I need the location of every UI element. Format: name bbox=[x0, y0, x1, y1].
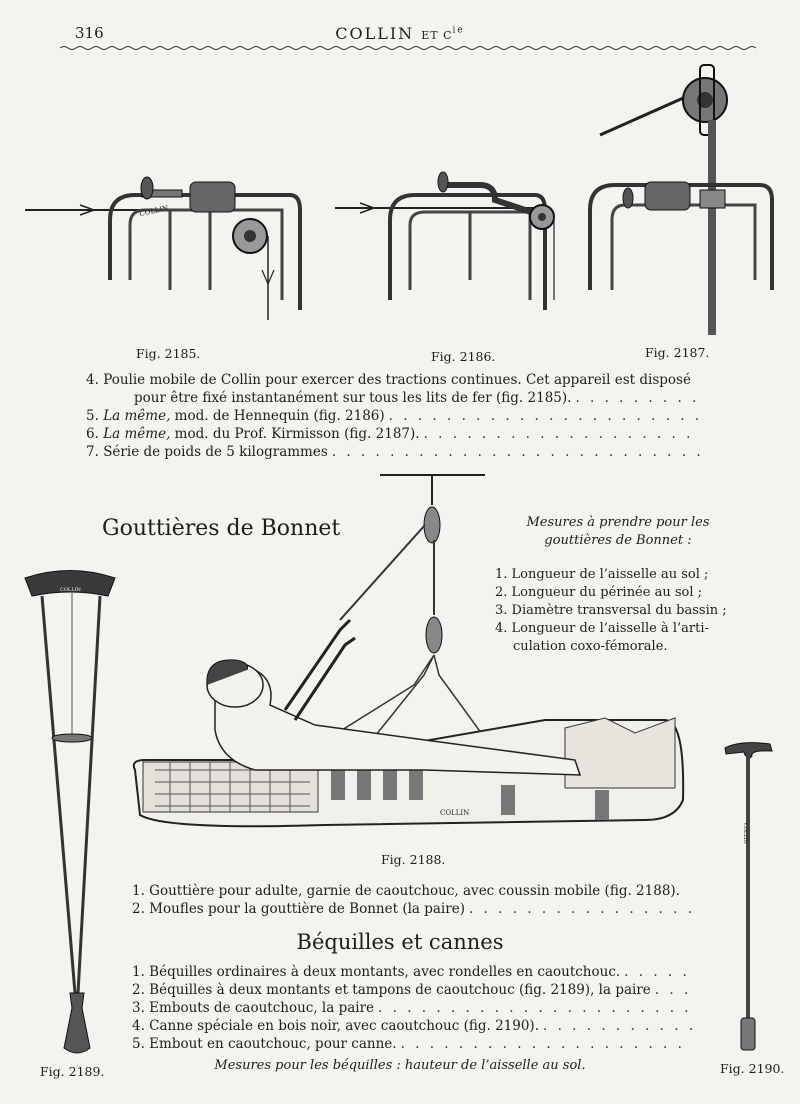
mesure-item-cont: culation coxo-fémorale. bbox=[513, 639, 668, 654]
kirmisson-pulley-illustration bbox=[590, 60, 790, 340]
section-title-gouttieres: Gouttières de Bonnet bbox=[102, 516, 341, 541]
item-number: 5. bbox=[86, 408, 99, 424]
item-italic: La même, bbox=[103, 426, 171, 442]
bonnet-splint-illustration bbox=[125, 470, 690, 850]
stamp-collin-2185: COLLIN bbox=[138, 204, 170, 218]
hennequin-pulley-illustration bbox=[330, 150, 570, 330]
gouttiere-item-1 bbox=[132, 882, 692, 900]
traction-items-list bbox=[86, 371, 700, 461]
caption-fig-2189: Fig. 2189. bbox=[40, 1064, 105, 1079]
bequille-item-2 bbox=[132, 981, 692, 999]
stamp-collin-2189: COLLIN bbox=[60, 587, 81, 593]
traction-item-7 bbox=[86, 443, 700, 461]
header-wavy-rule bbox=[60, 44, 732, 52]
traction-item-6 bbox=[86, 425, 700, 443]
crutch-illustration bbox=[20, 568, 120, 1068]
bequilles-measure-note: Mesures pour les béquilles : hauteur de l’aisselle au sol. bbox=[214, 1058, 586, 1073]
item-text: 2. Moufles pour la gouttière de Bonnet (la paire) bbox=[132, 901, 465, 917]
mesure-item: 3. Diamètre transversal du bassin ; bbox=[495, 603, 727, 618]
running-head-main: COLLIN bbox=[335, 24, 415, 43]
item-text: mod. du Prof. Kirmisson (fig. 2187). bbox=[174, 426, 420, 442]
item-text: 1. Béquilles ordinaires à deux montants, avec rondelles en caoutchouc. bbox=[132, 964, 621, 980]
item-text: Poulie mobile de Collin pour exercer des tractions continues. Cet appareil est disposé bbox=[103, 372, 691, 388]
gouttieres-items-list bbox=[132, 882, 692, 918]
item-text: 2. Béquilles à deux montants et tampons de caoutchouc (fig. 2189), la paire bbox=[132, 982, 651, 998]
mesure-item: 4. Longueur de l’aisselle à l’arti- bbox=[495, 621, 709, 636]
bequilles-items-list bbox=[132, 963, 692, 1053]
item-text: Série de poids de 5 kilogrammes bbox=[103, 444, 328, 460]
item-text: 4. Canne spéciale en bois noir, avec caoutchouc (fig. 2190). bbox=[132, 1018, 539, 1034]
running-head-sup: ie bbox=[452, 25, 465, 36]
stamp-collin-2188: COLLIN bbox=[440, 809, 470, 817]
item-number: 4. bbox=[86, 372, 99, 388]
caption-fig-2186: Fig. 2186. bbox=[431, 349, 496, 364]
item-text: 3. Embouts de caoutchouc, la paire bbox=[132, 1000, 375, 1016]
pulley-bed-illustration bbox=[20, 150, 310, 330]
traction-item-4-cont bbox=[86, 389, 700, 407]
item-italic: La même, bbox=[103, 408, 171, 424]
item-text: 5. Embout en caoutchouc, pour canne. bbox=[132, 1036, 397, 1052]
section-title-bequilles: Béquilles et cannes bbox=[296, 930, 504, 954]
traction-item-5 bbox=[86, 407, 700, 425]
caption-fig-2185: Fig. 2185. bbox=[136, 346, 201, 361]
page-number: 316 bbox=[75, 24, 104, 42]
item-text: mod. de Hennequin (fig. 2186) bbox=[174, 408, 385, 424]
running-head-small: ET C bbox=[421, 29, 453, 42]
caption-fig-2190: Fig. 2190. bbox=[720, 1061, 785, 1076]
caption-fig-2188: Fig. 2188. bbox=[381, 852, 446, 867]
mesures-title-line2: gouttières de Bonnet : bbox=[544, 533, 692, 548]
caption-fig-2187: Fig. 2187. bbox=[645, 345, 710, 360]
bequille-item-5 bbox=[132, 1035, 692, 1053]
mesure-item: 2. Longueur du périnée au sol ; bbox=[495, 585, 703, 600]
mesures-title-line1: Mesures à prendre pour les bbox=[526, 515, 710, 530]
cane-illustration bbox=[720, 738, 780, 1058]
gouttiere-item-2 bbox=[132, 900, 692, 918]
stamp-collin-2190: COLLIN bbox=[742, 823, 748, 844]
item-text-cont: pour être fixé instantanément sur tous les lits de fer (fig. 2185). bbox=[134, 390, 572, 406]
item-number: 6. bbox=[86, 426, 99, 442]
bequille-item-4 bbox=[132, 1017, 692, 1035]
traction-item-4 bbox=[86, 371, 700, 389]
bequille-item-3 bbox=[132, 999, 692, 1017]
bequille-item-1 bbox=[132, 963, 692, 981]
running-head bbox=[0, 24, 800, 43]
item-text: 1. Gouttière pour adulte, garnie de caoutchouc, avec coussin mobile (fig. 2188). bbox=[132, 883, 680, 899]
item-number: 7. bbox=[86, 444, 99, 460]
mesure-item: 1. Longueur de l’aisselle au sol ; bbox=[495, 567, 709, 582]
